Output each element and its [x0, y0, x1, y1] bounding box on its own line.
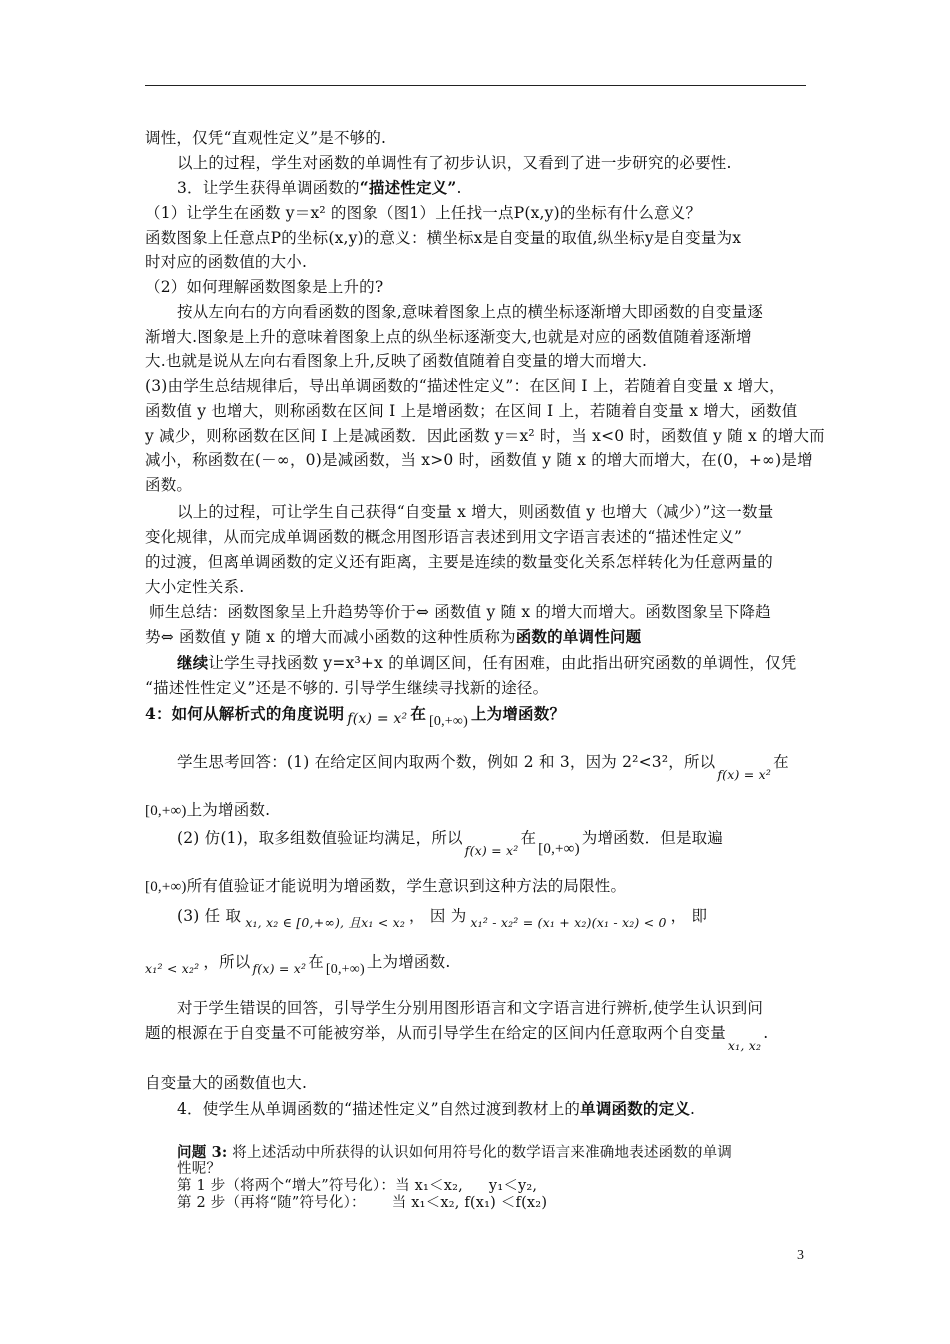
text-line: 3．让学生获得单调函数的“描述性定义”. [177, 178, 462, 197]
math-formula: x₁, x₂ ∈ [0,+∞), 且x₁ < x₂ [245, 915, 406, 930]
math-formula: f(x) = x² [464, 843, 519, 858]
text-line: 的过渡，但离单调函数的定义还有距离，主要是连续的数量变化关系怎样转化为任意两量的 [145, 553, 774, 571]
text-line: 4：如何从解析式的角度说明 f(x) = x² 在 [0,+∞) 上为增函数？ [145, 704, 566, 729]
text-line: 大小定性关系. [145, 578, 245, 596]
text-line: y 减少，则称函数在区间 I 上是减函数．因此函数 y＝x² 时，当 x<0 时，函数值 y 随 x 的增大而 [145, 427, 825, 445]
math-formula: x₁² < x₂² [145, 961, 200, 976]
text-line: 自变量大的函数值也大. [145, 1074, 308, 1092]
text-line: “描述性性定义”还是不够的. 引导学生继续寻找新的途径。 [145, 679, 549, 697]
math-formula: [0,+∞) [145, 879, 187, 895]
text-line: 函数。 [145, 476, 193, 494]
text-line: 减小，称函数在(－∞，0)是减函数，当 x>0 时，函数值 y 随 x 的增大而增大，在(0，+∞)是增 [145, 451, 813, 469]
text-line: 函数值 y 也增大，则称函数在区间 I 上是增函数；在区间 I 上，若随着自变量 x 增大，函数值 [145, 402, 798, 420]
text-line: 以上的过程，学生对函数的单调性有了初步认识，又看到了进一步研究的必要性. [177, 154, 732, 172]
text-line: 调性，仅凭“直观性定义”是不够的. [145, 129, 387, 147]
text-line: 第 1 步（将两个“增大”符号化）：当 x₁＜x₂, y₁＜y₂, [177, 1178, 538, 1194]
text-line: [0,+∞)所有值验证才能说明为增函数，学生意识到这种方法的局限性。 [145, 877, 627, 895]
text-line: 继续让学生寻找函数 y=x³+x 的单调区间，任有困难，由此指出研究函数的单调性，仅凭 [177, 653, 797, 672]
math-formula: f(x) = x² [717, 767, 772, 782]
text-line: 师生总结：函数图象呈上升趋势等价于⇔ 函数值 y 随 x 的增大而增大。函数图象呈下降趋 [149, 603, 771, 621]
text-line: （2）如何理解函数图象是上升的? [145, 278, 384, 296]
text-line: 以上的过程，可让学生自己获得“自变量 x 增大，则函数值 y 也增大（减少）”这一数量 [177, 503, 774, 521]
page-number: 3 [797, 1248, 804, 1263]
text-line: 按从左向右的方向看函数的图象,意味着图象上点的横坐标逐渐增大即函数的自变量逐 [177, 303, 764, 321]
math-formula: x₁, x₂ [727, 1038, 762, 1053]
text-line: 第 2 步（再将“随”符号化）： 当 x₁＜x₂, f(x₁) ＜f(x₂) [177, 1195, 548, 1211]
text-line: 大.也就是说从左向右看图象上升,反映了函数值随着自变量的增大而增大. [145, 352, 648, 370]
math-formula: [0,+∞) [325, 962, 365, 977]
header-rule [145, 85, 806, 86]
text-line: 4．使学生从单调函数的“描述性定义”自然过渡到教材上的单调函数的定义. [177, 1099, 696, 1118]
text-line: 势⇔ 函数值 y 随 x 的增大而减小函数的这种性质称为函数的单调性问题 [145, 627, 642, 646]
math-formula: [0,+∞) [145, 803, 187, 819]
text-line: (2) 仿(1)，取多组数值验证均满足，所以$_{f(x) = x^2}$在[0,+∞)为增函数．但是取遍 [177, 829, 724, 858]
math-formula: [0,+∞) [429, 714, 468, 729]
text-line: 问题 3: 将上述活动中所获得的认识如何用符号化的数学语言来准确地表述函数的单调 [177, 1144, 733, 1161]
math-formula: [0,+∞) [538, 841, 580, 857]
text-line: 时对应的函数值的大小. [145, 253, 308, 271]
text-line: [0,+∞)上为增函数. [145, 801, 271, 819]
math-formula: x₁² - x₂² = (x₁ + x₂)(x₁ - x₂) < 0 [470, 915, 667, 930]
math-formula: f(x) = x² [347, 711, 408, 727]
text-line: （1）让学生在函数 y＝x² 的图象（图1）上任找一点P(x,y)的坐标有什么意义？ [145, 204, 702, 222]
text-line: (3)由学生总结规律后，导出单调函数的“描述性定义”：在区间 I 上，若随着自变量 x 增大， [145, 377, 785, 395]
text-line: $_{x_1^2 < x_2^2}$ ，所以 $_{f(x) = x^2}$ 在 [0,+∞) 上为增函数. [145, 953, 451, 977]
math-formula: f(x) = x² [252, 961, 307, 976]
text-line: (3) 任 取 $_{x_1, x_2 \in [0,+\infty), 且x_1 < x_2}$ ， 因 为 $_{x_1^2 - x_2^2 = (x_1 + x_2)(x_1 - x_2) < 0}$ ， 即 [177, 907, 708, 930]
text-line: 变化规律，从而完成单调函数的概念用图形语言表述到用文字语言表述的“描述性定义” [145, 528, 743, 546]
text-line: 学生思考回答：(1) 在给定区间内取两个数，例如 2 和 3，因为 2²<3²，所以$_{f(x) = x^2}$在 [177, 753, 789, 782]
text-line: 题的根源在于自变量不可能被穷举，从而引导学生在给定的区间内任意取两个自变量$_{x_1, x_2}$. [145, 1024, 769, 1053]
text-line: 函数图象上任意点P的坐标(x,y)的意义：横坐标x是自变量的取值,纵坐标y是自变量为x [145, 229, 742, 247]
text-line: 性呢？ [177, 1161, 222, 1177]
text-line: 渐增大.图象是上升的意味着图象上点的纵坐标逐渐变大,也就是对应的函数值随着逐渐增 [145, 328, 752, 346]
text-line: 对于学生错误的回答，引导学生分别用图形语言和文字语言进行辨析,使学生认识到问 [177, 999, 764, 1017]
